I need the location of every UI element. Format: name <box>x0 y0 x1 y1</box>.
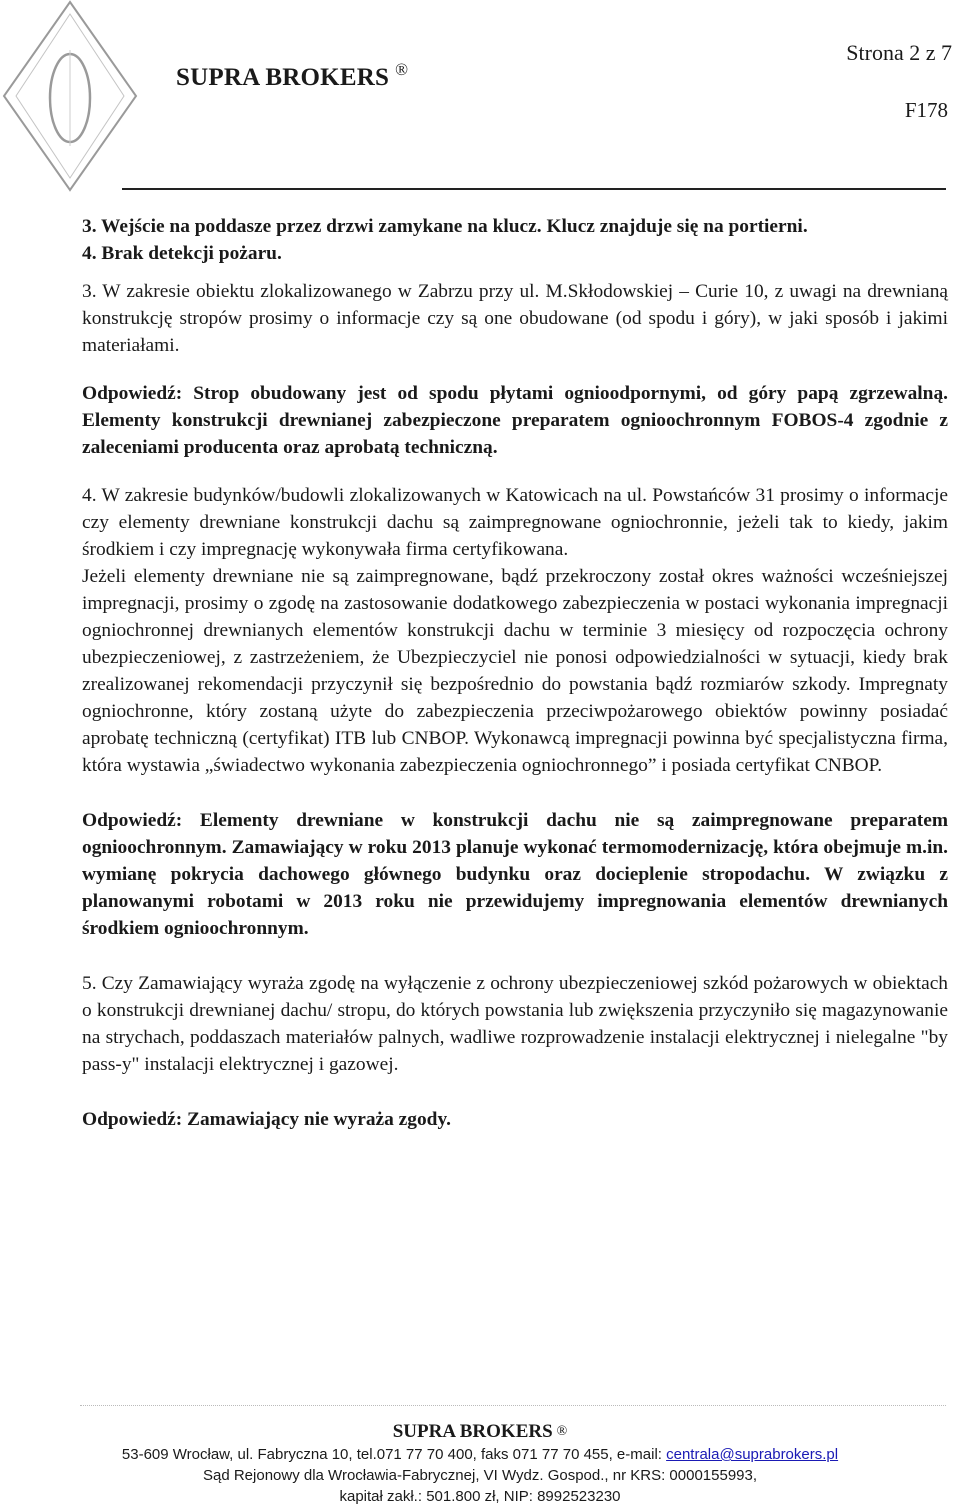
document-code: F178 <box>904 98 948 122</box>
document-body <box>82 213 948 1133</box>
question-4-part-2: Jeżeli elementy drewniane nie są zaimpregnowane, bądź przekroczony został okres ważności wcześniejszej impregnacji, prosimy o zgodę na zastosowanie dodatkowego zabezpieczenia w postaci wykonania impregnacji ogniochronnej drewnianych elementów konstrukcji dachu w terminie 3 miesięcy od rozpoczęcia ochrony ubezpieczeniowej, z zastrzeżeniem, że Ubezpieczyciel nie ponosi odpowiedzialności w sytuacji, kiedy brak zrealizowanej rekomendacji przyczynił się bezpośrednio do powstania bądź rozmiarów szkody. Impregnaty ogniochronne, który zostaną użyte do zabezpieczenia przeciwpożarowego obiektów powinny posiadać aprobatę techniczną (certyfikat) ITB lub CNBOP. Wykonawcą impregnacji powinna być specjalistyczna firma, która wystawia „świadectwo wykonania zabezpieczenia ogniochronnego” i posiada certyfikat CNBOP. <box>82 566 948 776</box>
header-brand <box>176 60 409 92</box>
footer-registered-mark: ® <box>556 1424 568 1439</box>
page-number: Strona 2 z 7 <box>846 40 952 65</box>
footer-brand <box>0 1420 960 1444</box>
footer-capital-info: kapitał zakł.: 501.800 zł, NIP: 8992523230 <box>339 1488 621 1505</box>
list-item-4-detection: 4. Brak detekcji pożaru. <box>82 243 282 264</box>
question-3: 3. W zakresie obiektu zlokalizowanego w Zabrzu przy ul. M.Skłodowskiej – Curie 10, z uwagi na drewnianą konstrukcję stropów prosimy o informacje czy są one obudowane (od spodu i góry), w jaki sposób i jakimi materiałami. <box>82 281 948 356</box>
answer-3: Odpowiedź: Strop obudowany jest od spodu płytami ognioodpornymi, od góry papą zgrzewalną. Elementy konstrukcji drewnianej zabezpieczone preparatem ognioochronnym FOBOS-4 zgodnie z zaleceniami producenta oraz aprobatą techniczną. <box>82 383 948 458</box>
answer-4: Odpowiedź: Elementy drewniane w konstrukcji dachu nie są zaimpregnowane preparatem ognioochronnym. Zamawiający w roku 2013 planuje wykonać termomodernizację, która obejmuje m.in. wymianę pokrycia dachowego głównego budynku oraz docieplenie stropodachu. W związku z planowanymi robotami w 2013 roku nie przewidujemy impregnowania elementów drewnianych środkiem ognioochronnym. <box>82 810 948 939</box>
question-4-part-1: 4. W zakresie budynków/budowli zlokalizowanych w Katowicach na ul. Powstańców 31 prosimy o informacje czy elementy drewniane konstrukcji dachu są zaimpregnowane ogniochronnie, jeżeli tak to kiedy, jakim środkiem i czy impregnację wykonywała firma certyfikowana. <box>82 485 948 560</box>
footer-email-link[interactable]: centrala@suprabrokers.pl <box>666 1446 839 1463</box>
answer-5: Odpowiedź: Zamawiający nie wyraża zgody. <box>82 1109 451 1130</box>
page-footer <box>0 1420 960 1507</box>
footer-address-line <box>0 1444 960 1465</box>
diamond-logo-graphic <box>0 0 140 200</box>
footer-court-registration: Sąd Rejonowy dla Wrocławia-Fabrycznej, VI Wydz. Gospod., nr KRS: 0000155993, <box>202 1467 758 1484</box>
header-divider <box>122 188 946 190</box>
header-brand-name: SUPRA BROKERS <box>176 64 390 91</box>
list-item-3-entrance: 3. Wejście na poddasze przez drzwi zamykane na klucz. Klucz znajduje się na portierni. <box>82 216 808 237</box>
footer-address: 53-609 Wrocław, ul. Fabryczna 10, tel.071 77 70 400, faks 071 77 70 455, e-mail: <box>121 1446 667 1463</box>
company-logo <box>0 0 140 200</box>
footer-brand-name: SUPRA BROKERS <box>392 1421 553 1442</box>
question-5: 5. Czy Zamawiający wyraża zgodę na wyłączenie z ochrony ubezpieczeniowej szkód pożarowych w obiektach o konstrukcji drewnianej dachu/ stropu, do których powstania lub zwiększenia przyczyniło się magazynowanie na strychach, poddaszach materiałów palnych, wadliwe rozprowadzenie instalacji elektrycznej i nielegalne "by pass-y" instalacji elektrycznej i gazowej. <box>82 973 948 1075</box>
footer-divider <box>80 1405 946 1406</box>
registered-mark: ® <box>395 60 409 79</box>
